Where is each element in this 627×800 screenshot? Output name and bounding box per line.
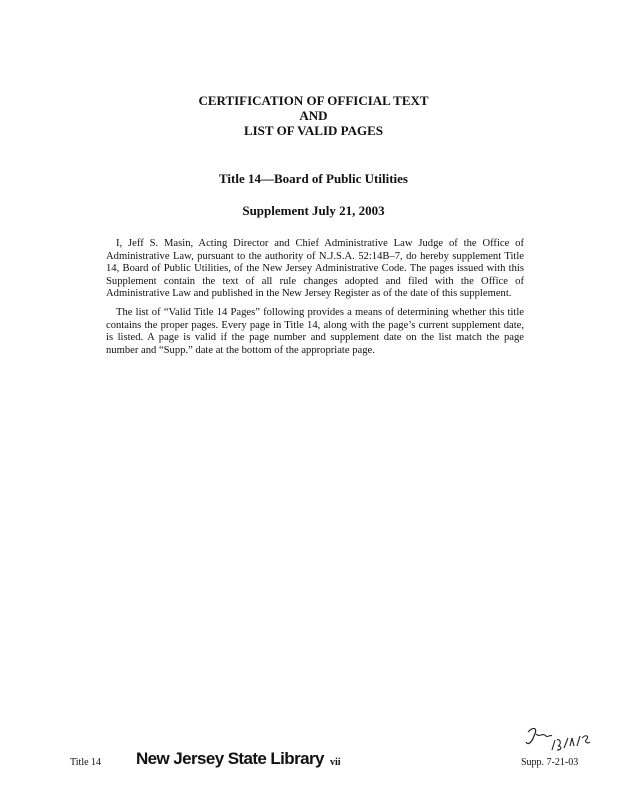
page-number: vii [330, 757, 341, 768]
footer-title-label: Title 14 [70, 757, 102, 768]
certification-paragraph: I, Jeff S. Masin, Acting Director and Chief Administrative Law Judge of the Office of Administrative Law, pursuant to the authority of N.J.S.A. 52:14B–7, do hereby supplement Title 14, Board of Public Utilities, of the New Jersey Administrative Code. The pages issued with this Supplement contain the text of all rule changes adopted and filed with the Office of Administrative Law and published in the New Jersey Register as of the date of this supplement. [106, 238, 524, 300]
handwritten-initials-signature [524, 724, 594, 754]
certification-title [0, 93, 627, 138]
library-stamp: New Jersey State Library [136, 749, 324, 768]
title-line-1: CERTIFICATION OF OFFICIAL TEXT [198, 93, 429, 108]
title-line-2: AND [299, 108, 328, 123]
supplement-date-heading: Supplement July 21, 2003 [242, 203, 385, 218]
valid-pages-paragraph: The list of “Valid Title 14 Pages” following provides a means of determining whether this title contains the proper pages. Every page in Title 14, along with the page’s current supplement date, is listed. A page is valid if the page number and supplement date on the list match the page number and “Supp.” date at the bottom of the appropriate page. [106, 307, 524, 356]
footer-supplement-date: Supp. 7-21-03 [521, 757, 579, 768]
title-line-3: LIST OF VALID PAGES [243, 123, 384, 138]
title-14-heading: Title 14—Board of Public Utilities [219, 171, 408, 186]
signature-drawing [524, 724, 594, 754]
